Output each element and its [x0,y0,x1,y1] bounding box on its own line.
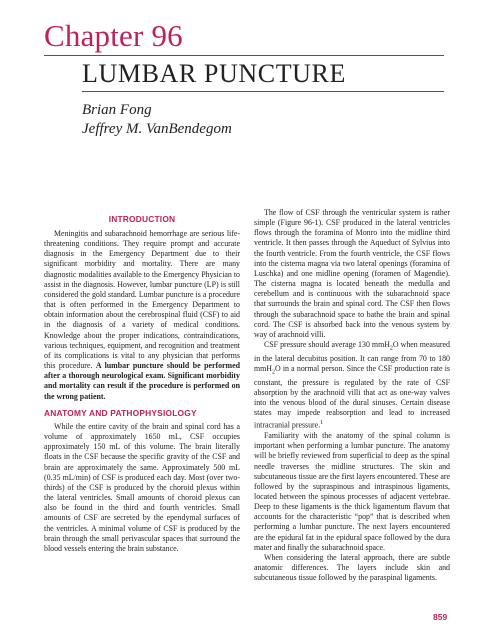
anatomy-paragraph: While the entire cavity of the brain and spinal cord has a volume of approximately 1650 mL, CSF occupies approximately 150 mL of this volume. The brain literally floats in the CSF because the specific gravity of the CSF and brain are approximately the same. Approximately 500 mL (0.35 mL/min) of CSF is produced each day. Most (over two-thirds) of the CSF is produced by the choroid plexus within the lateral ventricles. Small amounts of choroid plexus can also be found in the third and fourth ventricles. Small amounts of CSF are secreted by the ependymal surfaces of the ventricles. A minimal volume of CSF is produced by the brain through the small perivascular spaces that surround the blood vessels entering the brain substance. [44,422,240,553]
subscript-2: 2 [271,369,275,376]
right-column [254,208,450,583]
lateral-approach-paragraph: When considering the lateral approach, there are subtle anatomic differences. The layers include skin and subcutaneous tissue followed by the paraspinal ligaments. [254,552,450,583]
csf-pressure-paragraph [254,340,450,431]
anatomy-section [44,422,240,554]
author-2: Jeffrey M. VanBendegom [82,121,232,137]
subscript-2: 2 [389,345,393,352]
pressure-text-b: O when measured in the lateral decubitus position. It can range from 70 to 180 mmH [254,340,451,373]
pressure-text-a: CSF pressure should average 130 mmH [264,340,390,350]
chapter-title: LUMBAR PUNCTURE [82,59,346,88]
introduction-section [44,229,240,402]
pressure-text-c: O in a normal person. Since the CSF production rate is constant, the pressure is regulated by the rate of CSF absorption by the arachnoid villi that act as one-way valves into the venous blood of the dural sinuses. Certain disease states may impede reabsorption and lead to increased intracranial pressure. [254,363,450,430]
csf-flow-paragraph: The flow of CSF through the ventricular system is rather simple (Figure 96-1). CSF produced in the lateral ventricles flows through the foramina of Monro into the midline third ventricle. It then passes through the Aqueduct of Sylvius into the fourth ventricle. From the fourth ventricle, the CSF flows into the cisterna magna via two lateral openings (foramina of Luschka) and one midline opening (foramen of Magendie). The cisterna magna is located beneath the medulla and cerebellum and is continuous with the subarachnoid space that surrounds the brain and spinal cord. The CSF then flows through the subarachnoid space to bathe the brain and spinal cord. The CSF is absorbed back into the venous system by way of arachnoid villi. [254,208,450,339]
title-rule-top [44,55,444,56]
spinal-anatomy-paragraph: Familiarity with the anatomy of the spinal column is important when performing a lumbar puncture. The anatomy will be briefly reviewed from superficial to deep as the spinal needle traverses the midline structures. The skin and subcutaneous tissue are the first layers encountered. These are followed by the supraspinous and intraspinous ligaments, located between the spinous processes of adjacent vertebrae. Deep to these ligaments is the thick ligamentum flavum that accounts for the characteristic “pop” that is described when performing a lumbar puncture. The next layers encountered are the epidural fat in the epidural space followed by the dura mater and finally the subarachnoid space. [254,431,450,552]
title-rule-bottom [82,91,444,92]
introduction-paragraph [44,229,240,402]
introduction-heading: INTRODUCTION [108,214,176,224]
reference-1: 1 [320,420,324,427]
intro-bold-warning: A lumbar puncture should be performed after a thorough neurological exam. Significant morbidity and mortality can result if the procedure is performed on the wrong patient. [44,361,241,401]
anatomy-heading: ANATOMY AND PATHOPHYSIOLOGY [44,408,197,418]
author-1: Brian Fong [82,102,152,118]
intro-text: Meningitis and subarachnoid hemorrhage are serious life-threatening conditions. They require prompt and accurate diagnosis in the Emergency Department due to their significant morbidity and mortality. There are many diagnostic modalities available to the Emergency Physician to assist in the diagnosis. However, lumbar puncture (LP) is still considered the gold standard. Lumbar puncture is a procedure that is often performed in the Emergency Department to obtain information about the cerebrospinal fluid (CSF) to aid in the diagnosis of a variety of medical conditions. Knowledge about the proper indications, contraindications, various techniques, equipment, and recognition and treatment of its complications is vital to any physician that performs this procedure. [44,229,240,371]
page-number: 859 [433,612,448,622]
chapter-number: Chapter 96 [44,18,183,53]
